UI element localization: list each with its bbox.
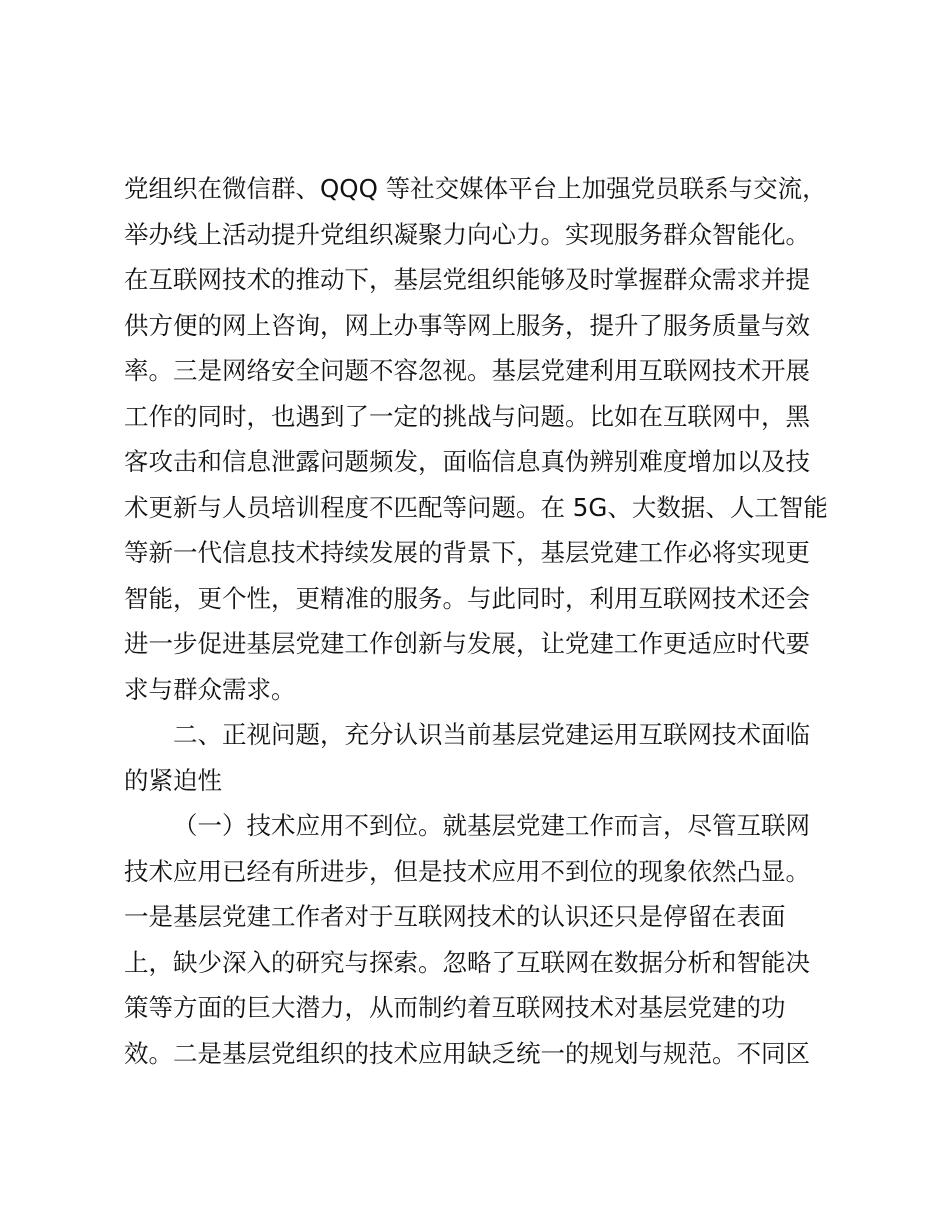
text-line: 上，缺少深入的研究与探索。忽略了互联网在数据分析和智能决 [124,947,810,977]
section-heading-continued: 的紧迫性 [124,765,222,795]
text-line: 求与群众需求。 [124,674,296,704]
body-text [124,166,844,1076]
text-line: 党组织在微信群、QQQ 等社交媒体平台上加强党员联系与交流， [124,174,827,203]
text-line: 工作的同时，也遇到了一定的挑战与问题。比如在互联网中，黑 [124,401,810,431]
text-line: 一是基层党建工作者对于互联网技术的认识还只是停留在表面 [124,902,786,931]
text-line: 率。三是网络安全问题不容忽视。基层党建利用互联网技术开展 [124,356,810,385]
text-line: 策等方面的巨大潜力，从而制约着互联网技术对基层党建的功 [124,993,786,1022]
text-line: 术更新与人员培训程度不匹配等问题。在 5G、大数据、人工智能 [124,492,828,522]
text-line: 举办线上活动提升党组织凝聚力向心力。实现服务群众智能化。 [124,219,810,249]
subsection-paragraph-start: （一）技术应用不到位。就基层党建工作而言，尽管互联网 [173,811,810,840]
text-line: 进一步促进基层党建工作创新与发展，让党建工作更适应时代要 [124,629,810,658]
section-heading: 二、正视问题，充分认识当前基层党建运用互联网技术面临 [173,720,810,749]
text-line: 技术应用已经有所进步，但是技术应用不到位的现象依然凸显。 [124,856,810,886]
text-line: 供方便的网上咨询，网上办事等网上服务，提升了服务质量与效 [124,310,810,340]
text-line: 客攻击和信息泄露问题频发，面临信息真伪辨别难度增加以及技 [124,447,810,476]
text-line: 在互联网技术的推动下，基层党组织能够及时掌握群众需求并提 [124,265,810,294]
text-line: 效。二是基层党组织的技术应用缺乏统一的规划与规范。不同区 [124,1038,810,1068]
text-line: 智能，更个性，更精准的服务。与此同时，利用互联网技术还会 [124,583,810,613]
text-line: 等新一代信息技术持续发展的背景下，基层党建工作必将实现更 [124,538,810,567]
